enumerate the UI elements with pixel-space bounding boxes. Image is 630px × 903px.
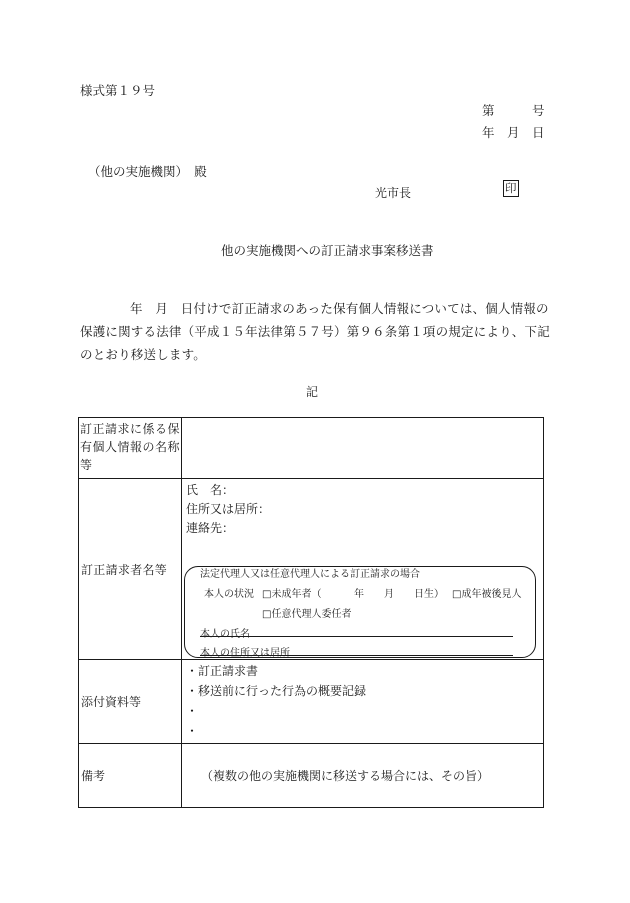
- principal-address-label: 本人の住所又は居所: [200, 648, 290, 659]
- value-attachments: [182, 660, 544, 744]
- agent-principal-checkbox[interactable]: □任意代理人委任者: [262, 609, 352, 620]
- attachment-item: ・移送前に行った行為の概要記録: [186, 684, 367, 698]
- row-attachments: [79, 660, 544, 744]
- issue-date: 年 月 日: [482, 125, 545, 140]
- label-requester: 訂正請求者名等: [79, 479, 182, 660]
- label-remarks: 備考: [79, 744, 182, 808]
- remarks-note: （複数の他の実施機関に移送する場合には、その旨）: [201, 769, 490, 783]
- label-attachments: 添付資料等: [79, 660, 182, 744]
- principal-address-line: [200, 655, 513, 656]
- requester-contact-label: 連絡先：: [186, 521, 235, 535]
- addressee: （他の実施機関） 殿: [88, 164, 207, 179]
- seal-mark: 印: [505, 181, 517, 195]
- body-paragraph: 年 月 日付けで訂正請求のあった保有個人情報については、個人情報の保護に関する法律（平成１５年法律第５７号）第９６条第１項の規定により、下記のとおり移送します。: [80, 301, 550, 362]
- form-number: 様式第１９号: [80, 83, 156, 98]
- value-remarks: [182, 744, 544, 808]
- row-target-information: [79, 418, 544, 479]
- ki-heading: 記: [306, 385, 319, 399]
- principal-name-label: 本人の氏名: [200, 629, 250, 640]
- sender-name: 光市長: [375, 186, 412, 200]
- label-target-information: 訂正請求に係る保有個人情報の名称等: [79, 418, 182, 479]
- document-number: 第 号: [482, 103, 545, 118]
- principal-name-line: [200, 636, 513, 637]
- row-remarks: [79, 744, 544, 808]
- document-title: 他の実施機関への訂正請求事案移送書: [221, 243, 434, 258]
- requester-name-label: 氏 名：: [186, 483, 235, 497]
- value-target-information: [182, 418, 544, 479]
- attachment-item: ・訂正請求書: [186, 664, 259, 678]
- attachment-item: ・: [186, 724, 199, 738]
- adult-ward-checkbox[interactable]: □成年被後見人: [452, 589, 522, 600]
- proxy-title: 法定代理人又は任意代理人による訂正請求の場合: [200, 569, 420, 580]
- minor-checkbox[interactable]: □未成年者（: [262, 589, 322, 600]
- requester-address-label: 住所又は居所：: [186, 502, 271, 516]
- attachment-item: ・: [186, 704, 199, 718]
- minor-birthdate: 年 月 日生）: [354, 589, 444, 600]
- principal-status-label: 本人の状況: [204, 589, 254, 600]
